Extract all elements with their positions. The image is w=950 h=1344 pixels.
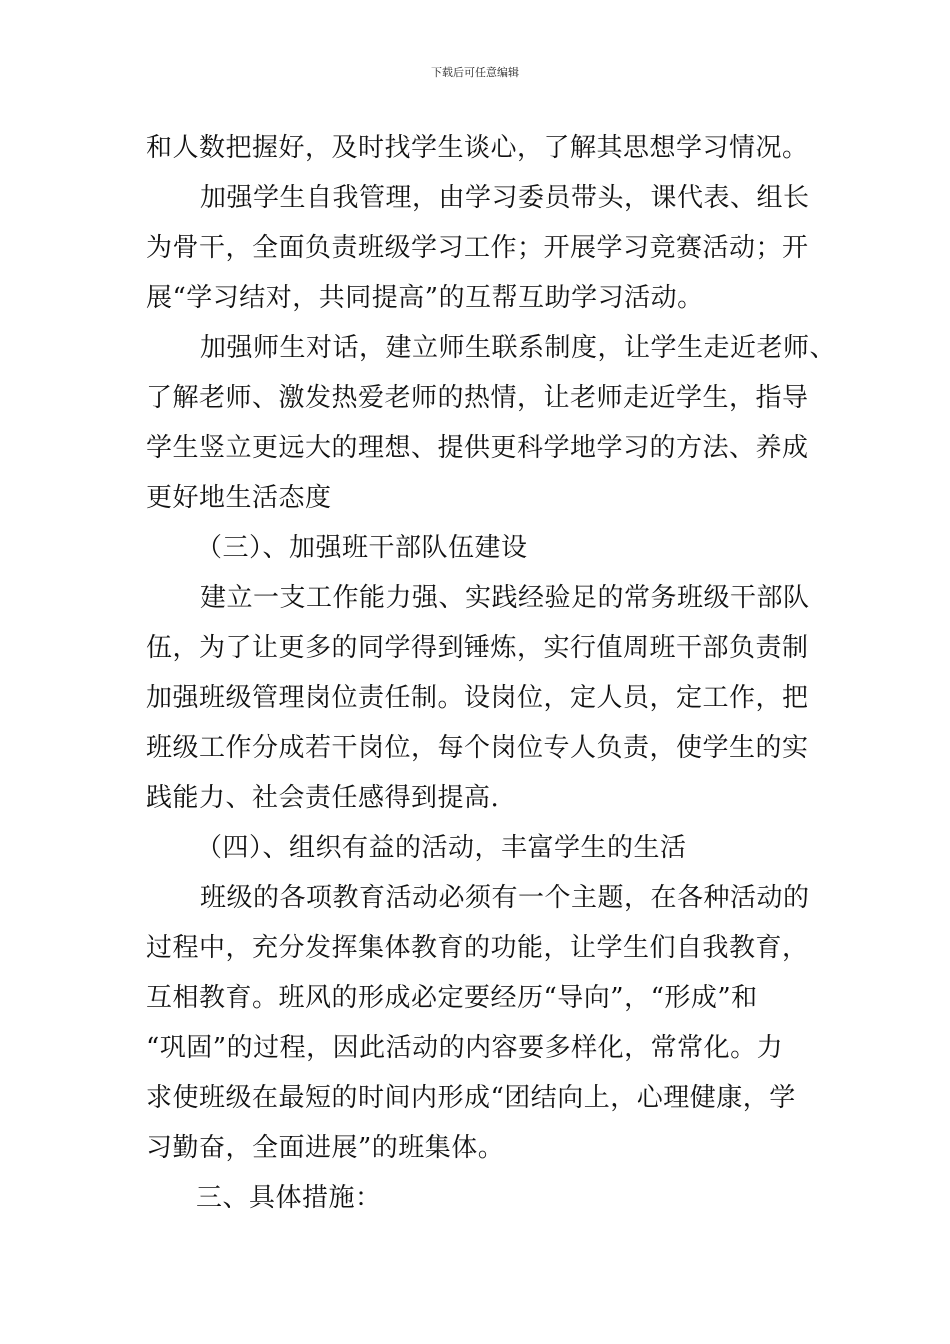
page-header: 下载后可任意编辑 [431,66,519,79]
section-heading: （四）、组织有益的活动，丰富学生的生活 [196,833,687,863]
body-line: 互相教育。班风的形成必定要经历“导向”，“形成”和 [146,983,758,1013]
body-line: 建立一支工作能力强、实践经验足的常务班级干部队 [200,583,810,613]
section-heading: 三、具体措施： [196,1183,382,1213]
body-line: 习勤奋，全面进展”的班集体。 [146,1133,505,1163]
body-line: 加强班级管理岗位责任制。设岗位，定人员，定工作，把 [146,683,809,713]
body-line: 了解老师、激发热爱老师的热情，让老师走近学生，指导 [146,383,809,413]
body-line: 展“学习结对，共同提高”的互帮互助学习活动。 [146,283,704,313]
body-line: 伍，为了让更多的同学得到锤炼，实行值周班干部负责制 [146,633,809,663]
body-line: 加强师生对话，建立师生联系制度，让学生走近老师、 [200,333,837,363]
body-line: 过程中，充分发挥集体教育的功能，让学生们自我教育， [146,933,809,963]
body-line: 求使班级在最短的时间内形成“团结向上，心理健康，学 [146,1083,796,1113]
section-heading: （三）、加强班干部队伍建设 [196,533,528,563]
body-line: 班级工作分成若干岗位，每个岗位专人负责，使学生的实 [146,733,809,763]
body-line: 和人数把握好，及时找学生谈心，了解其思想学习情况。 [146,133,809,163]
body-line: 学生竖立更远大的理想、提供更科学地学习的方法、养成 [146,433,809,463]
body-line: 为骨干，全面负责班级学习工作；开展学习竞赛活动；开 [146,233,809,263]
body-line: 班级的各项教育活动必须有一个主题，在各种活动的 [200,883,810,913]
body-line: 更好地生活态度 [146,483,332,513]
body-line: “巩固”的过程，因此活动的内容要多样化，常常化。力 [146,1033,784,1063]
body-line: 践能力、社会责任感得到提高. [146,783,500,813]
body-line: 加强学生自我管理，由学习委员带头，课代表、组长 [200,183,810,213]
